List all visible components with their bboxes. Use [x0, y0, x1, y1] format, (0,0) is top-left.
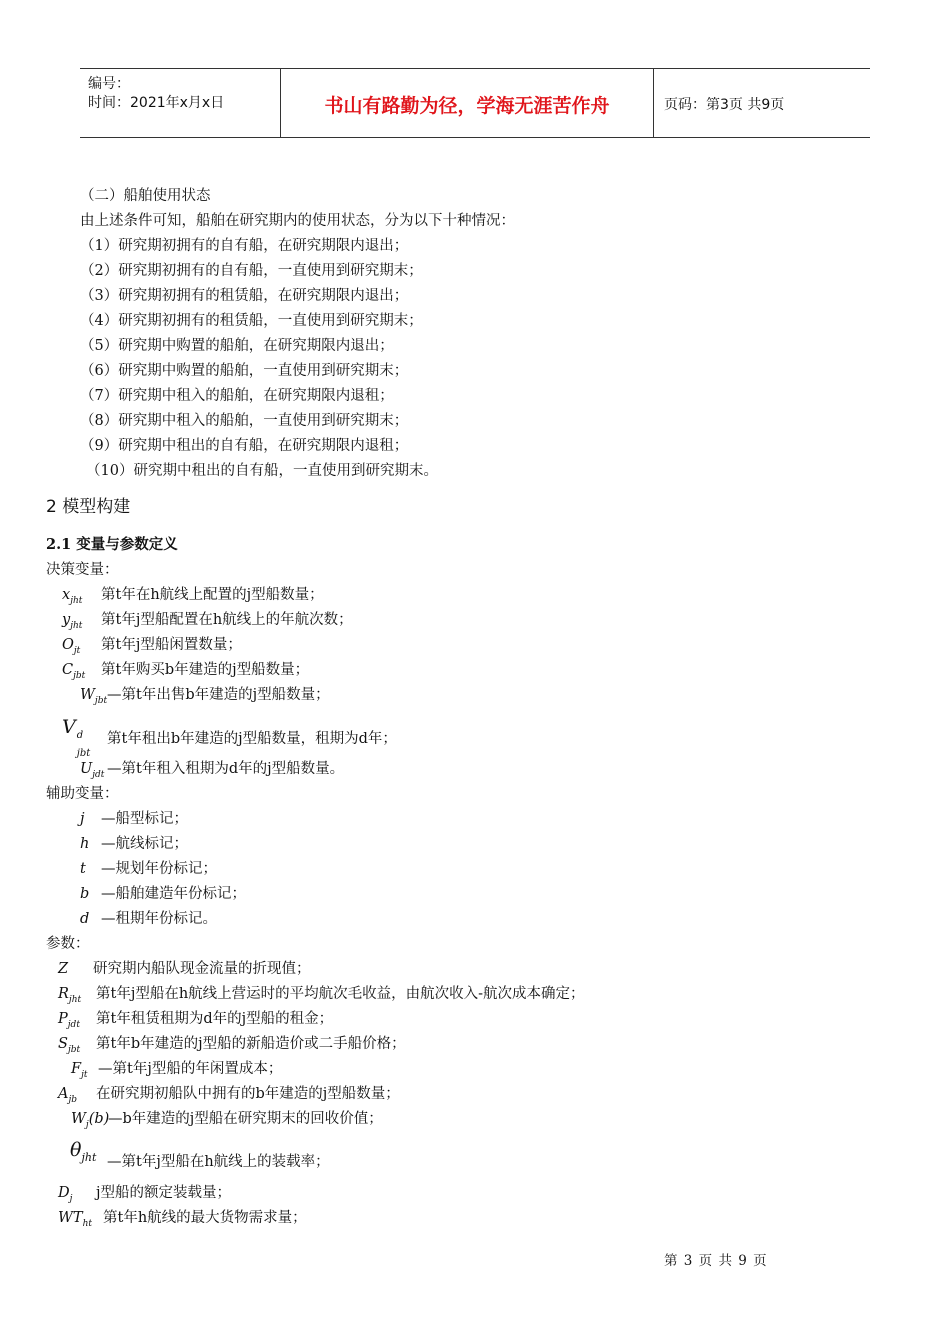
symbol-letter: U	[80, 761, 93, 777]
symbol-letter: P	[58, 1011, 68, 1027]
symbol-subscript: ht	[82, 1218, 92, 1229]
symbol-subscript: jht	[70, 620, 83, 631]
param-symbol	[71, 1060, 87, 1084]
list-item: （7）研究期中租入的船舶，在研究期限内退租；	[80, 388, 394, 404]
variable-symbol: t	[80, 861, 86, 877]
variable-symbol	[62, 661, 85, 685]
variable-description: —船舶建造年份标记；	[101, 886, 246, 902]
variable-symbol: b	[80, 886, 90, 902]
symbol-subscript: jbt	[94, 695, 108, 706]
variable-symbol	[62, 611, 82, 635]
param-symbol	[58, 1085, 77, 1109]
symbol-subscript: j	[85, 1119, 89, 1130]
symbol-letter: A	[58, 1086, 69, 1102]
symbol-subscript: jht	[68, 994, 82, 1005]
symbol-letter: WT	[58, 1210, 83, 1226]
param-description: —b年建造的j型船在研究期末的回收价值；	[108, 1111, 383, 1127]
list-item: （4）研究期初拥有的租赁船，一直使用到研究期末；	[80, 313, 423, 329]
header-meta-cell	[80, 69, 281, 137]
symbol-subscript: jbt	[76, 748, 91, 759]
list-item: （6）研究期中购置的船舶，一直使用到研究期末；	[80, 363, 409, 379]
doc-number-label: 编号：	[88, 76, 130, 92]
variable-description: 第t年j型船配置在h航线上的年航次数；	[101, 612, 353, 628]
param-symbol	[71, 1110, 109, 1134]
page-counter: 页码：第3页 共9页	[664, 97, 785, 113]
symbol-letter: x	[62, 587, 71, 603]
param-description: 第t年h航线的最大货物需求量；	[103, 1210, 307, 1226]
param-symbol	[58, 1209, 92, 1233]
doc-date-label: 时间：2021年x月x日	[88, 95, 225, 111]
model-subheading: 2.1 变量与参数定义	[46, 536, 178, 553]
list-item: （2）研究期初拥有的自有船，一直使用到研究期末；	[80, 263, 423, 279]
param-description: —第t年j型船的年闲置成本；	[98, 1061, 283, 1077]
param-description: —第t年j型船在h航线上的装载率；	[107, 1154, 330, 1170]
page-footer: 第 3 页 共 9 页	[664, 1253, 768, 1269]
symbol-letter: R	[58, 986, 69, 1002]
symbol-argument: (b)	[88, 1111, 110, 1127]
variable-description: 第t年在h航线上配置的j型船数量；	[101, 587, 324, 603]
header-page-cell	[654, 69, 870, 137]
list-item: （1）研究期初拥有的自有船，在研究期限内退出；	[80, 238, 409, 254]
variable-symbol	[80, 686, 107, 710]
param-description: j型船的额定装载量；	[96, 1185, 231, 1201]
list-item: （9）研究期中租出的自有船，在研究期限内退租；	[80, 438, 409, 454]
section-intro: 由上述条件可知，船舶在研究期内的使用状态，分为以下十种情况：	[80, 213, 515, 229]
symbol-letter: W	[80, 687, 95, 703]
variable-description: —航线标记；	[101, 836, 188, 852]
variable-symbol	[62, 586, 82, 610]
param-symbol	[58, 1035, 80, 1059]
symbol-subscript: jb	[68, 1094, 78, 1105]
param-description: 第t年j型船在h航线上营运时的平均航次毛收益，由航次收入-航次成本确定；	[96, 986, 585, 1002]
variable-description: 第t年租出b年建造的j型船数量，租期为d年；	[107, 731, 397, 747]
param-symbol	[58, 960, 68, 978]
symbol-superscript: d	[76, 730, 84, 741]
symbol-letter: Z	[58, 961, 69, 977]
symbol-subscript: jht	[81, 1150, 97, 1164]
param-symbol	[58, 1184, 72, 1208]
symbol-subscript: jdt	[67, 1019, 80, 1030]
symbol-letter: D	[58, 1185, 70, 1201]
variable-description: —第t年出售b年建造的j型船数量；	[107, 687, 330, 703]
param-label: 参数：	[46, 936, 90, 952]
symbol-subscript: jht	[70, 595, 83, 606]
symbol-letter: θ	[70, 1139, 82, 1161]
motto-text: 书山有路勤为径，学海无涯苦作舟	[324, 95, 610, 117]
variable-symbol: d	[80, 911, 90, 927]
variable-description: 第t年购买b年建造的j型船数量；	[101, 662, 310, 678]
param-symbol	[58, 1010, 80, 1034]
symbol-subscript: jt	[73, 645, 81, 656]
list-item: （5）研究期中购置的船舶，在研究期限内退出；	[80, 338, 394, 354]
symbol-subscript: jdt	[92, 769, 105, 780]
param-symbol	[58, 985, 81, 1009]
variable-description: —船型标记；	[101, 811, 188, 827]
param-description: 第t年租赁租期为d年的j型船的租金；	[96, 1011, 334, 1027]
variable-symbol	[62, 636, 80, 660]
header-table	[80, 68, 870, 138]
variable-description: 第t年j型船闲置数量；	[101, 637, 242, 653]
symbol-letter: F	[71, 1061, 82, 1077]
list-item: （3）研究期初拥有的租赁船，在研究期限内退出；	[80, 288, 409, 304]
symbol-subscript: jbt	[73, 670, 86, 681]
param-description: 在研究期初船队中拥有的b年建造的j型船数量；	[96, 1086, 400, 1102]
symbol-letter: O	[62, 637, 74, 653]
param-symbol	[70, 1139, 96, 1169]
variable-description: —第t年租入租期为d年的j型船数量。	[107, 761, 345, 777]
aux-label: 辅助变量：	[46, 786, 119, 802]
symbol-letter: V	[62, 716, 76, 738]
symbol-letter: S	[58, 1036, 68, 1052]
symbol-subscript: jt	[81, 1069, 88, 1080]
variable-symbol: j	[80, 811, 85, 827]
symbol-letter: y	[62, 612, 71, 628]
param-description: 第t年b年建造的j型船的新船造价或二手船价格；	[96, 1036, 406, 1052]
variable-symbol	[62, 716, 94, 759]
list-item: （10）研究期中租出的自有船，一直使用到研究期末。	[86, 463, 438, 479]
header-motto-cell	[281, 69, 654, 137]
variable-description: —规划年份标记；	[101, 861, 217, 877]
model-heading: 2 模型构建	[46, 497, 131, 517]
variable-symbol	[80, 760, 104, 784]
variable-description: —租期年份标记。	[101, 911, 217, 927]
decision-label: 决策变量：	[46, 562, 119, 578]
section-title: （二）船舶使用状态	[80, 188, 211, 204]
symbol-subscript: j	[69, 1193, 73, 1204]
symbol-letter: W	[71, 1111, 86, 1127]
symbol-subscript: jbt	[67, 1044, 81, 1055]
symbol-letter: C	[62, 662, 74, 678]
list-item: （8）研究期中租入的船舶，一直使用到研究期末；	[80, 413, 409, 429]
variable-symbol: h	[80, 836, 90, 852]
param-description: 研究期内船队现金流量的折现值；	[93, 961, 311, 977]
